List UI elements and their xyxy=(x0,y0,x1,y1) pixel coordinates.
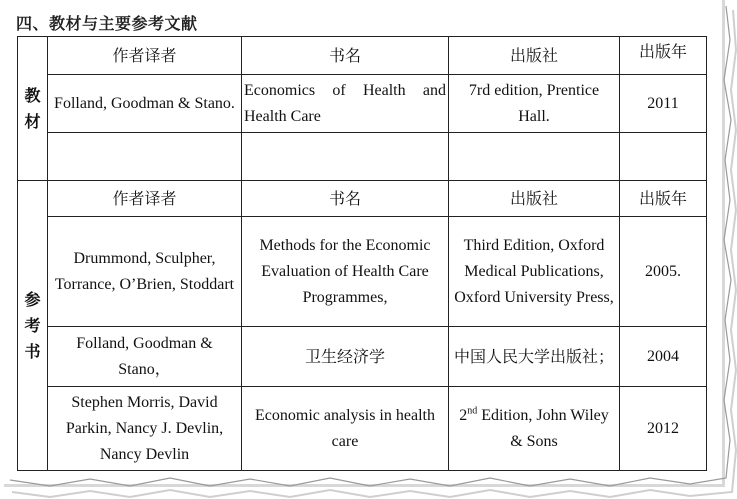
publisher-cell: 7rd edition, Prentice Hall. xyxy=(449,75,620,133)
references-table xyxy=(17,36,707,471)
publisher-text: Edition, John Wiley & Sons xyxy=(477,406,609,450)
publisher-cell: Third Edition, Oxford Medical Publications, Oxford University Press, xyxy=(449,217,620,327)
table-row-empty xyxy=(18,133,707,181)
column-header-year: 出版年 xyxy=(620,181,707,217)
references-label: 参考书 xyxy=(24,289,41,361)
authors-cell xyxy=(48,133,242,181)
column-header-publisher: 出版社 xyxy=(449,37,620,75)
edition-suffix: nd xyxy=(467,405,478,417)
year-cell xyxy=(620,133,707,181)
title-cell: Economic analysis in health care xyxy=(242,387,449,471)
column-header-year: 出版年 xyxy=(620,37,707,75)
publisher-cell: 中国人民大学出版社； xyxy=(449,327,620,387)
authors-cell: Folland, Goodman & Stano， xyxy=(48,327,242,387)
column-header-publisher: 出版社 xyxy=(449,181,620,217)
table-row xyxy=(18,327,707,387)
year-cell: 2004 xyxy=(620,327,707,387)
year-cell: 2012 xyxy=(620,387,707,471)
edition-number: 2 xyxy=(459,406,468,424)
textbook-label: 教材 xyxy=(24,85,41,131)
title-cell: Methods for the Economic Evaluation of Health Care Programmes, xyxy=(242,217,449,327)
textbook-section-label xyxy=(18,37,48,181)
table-row xyxy=(18,75,707,133)
section-heading: 四、教材与主要参考文献 xyxy=(16,14,198,33)
year-cell: 2011 xyxy=(620,75,707,133)
title-cell: Economics of Health and Health Care xyxy=(242,75,449,133)
column-header-title: 书名 xyxy=(242,181,449,217)
authors-cell: Folland, Goodman & Stano. xyxy=(48,75,242,133)
publisher-cell xyxy=(449,387,620,471)
column-header-title: 书名 xyxy=(242,37,449,75)
column-header-authors: 作者译者 xyxy=(48,37,242,75)
references-header-row xyxy=(18,181,707,217)
authors-cell: Drummond, Sculpher, Torrance, O’Brien, Stoddart xyxy=(48,217,242,327)
references-section-label xyxy=(18,181,48,471)
year-cell: 2005. xyxy=(620,217,707,327)
table-row xyxy=(18,387,707,471)
title-cell xyxy=(242,133,449,181)
authors-cell: Stephen Morris, David Parkin, Nancy J. Devlin, Nancy Devlin xyxy=(48,387,242,471)
textbook-header-row xyxy=(18,37,707,75)
publisher-cell xyxy=(449,133,620,181)
title-cell: 卫生经济学 xyxy=(242,327,449,387)
table-row xyxy=(18,217,707,327)
column-header-authors: 作者译者 xyxy=(48,181,242,217)
